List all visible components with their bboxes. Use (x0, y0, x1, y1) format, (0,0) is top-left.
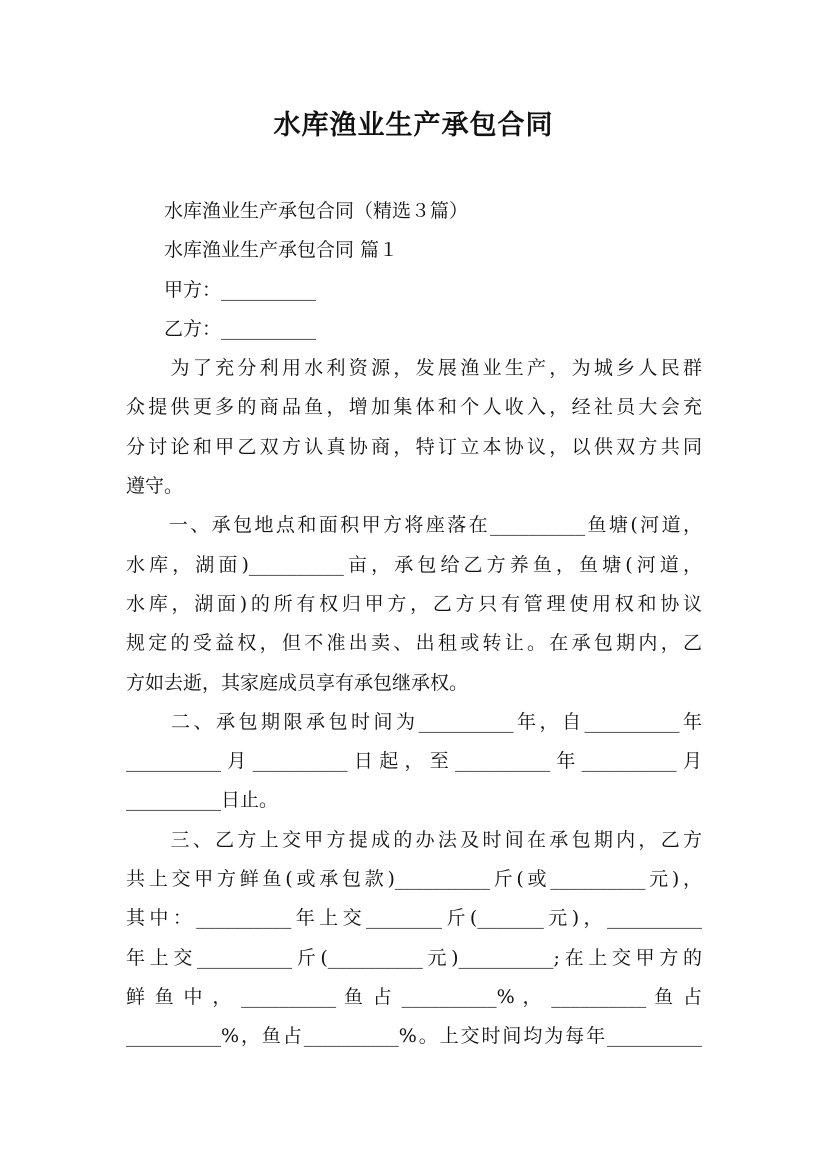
body-line: 为了充分利用水利资源，发展渔业生产，为城乡人民群 (126, 357, 702, 380)
document-body (126, 192, 702, 1057)
body-line: 水库渔业生产承包合同（精选３篇） (126, 200, 469, 222)
body-line: 水库，湖面)的所有权归甲方，乙方只有管理使用权和协议 (126, 592, 702, 615)
body-line: 方如去逝，其家庭成员享有承包继承权。 (126, 671, 469, 694)
body-line: __________日止。 (126, 789, 279, 812)
body-line: 一、承包地点和面积甲方将座落在__________鱼塘(河道， (126, 514, 702, 537)
body-line: __________月__________日起，至__________年__________月 (126, 750, 702, 773)
document-title: 水库渔业生产承包合同 (273, 110, 554, 141)
body-line: 甲方：__________ (126, 278, 317, 301)
body-line: 其中：__________年上交________斤(_______元)，__________ (126, 907, 702, 930)
body-line: 众提供更多的商品鱼，增加集体和个人收入，经社员大会充 (126, 396, 702, 419)
body-line: __________%，鱼占__________%。上交时间均为每年__________ (126, 1025, 702, 1048)
body-line: 鲜 鱼 中 ， __________ 鱼 占 __________% ， __________ 鱼 占 (126, 985, 702, 1008)
body-line: 分讨论和甲乙双方认真协商，特订立本协议，以供双方共同 (126, 435, 702, 458)
body-line: 年上交__________斤(__________元)__________;在上交甲方的 (126, 946, 702, 969)
body-line: 遵守。 (126, 475, 184, 498)
body-line: 乙方：__________ (126, 317, 317, 340)
body-line: 水库，湖面)__________亩，承包给乙方养鱼，鱼塘(河道， (126, 553, 702, 576)
body-line: 水库渔业生产承包合同 篇１ (126, 239, 399, 262)
body-line: 规定的受益权，但不准出卖、出租或转让。在承包期内，乙 (126, 632, 702, 655)
body-line: 二、承包期限承包时间为__________年，自__________年 (126, 710, 702, 733)
body-line: 共上交甲方鲜鱼(或承包款)__________斤(或__________元)， (126, 868, 702, 891)
body-line: 三、乙方上交甲方提成的办法及时间在承包期内，乙方 (126, 828, 702, 851)
